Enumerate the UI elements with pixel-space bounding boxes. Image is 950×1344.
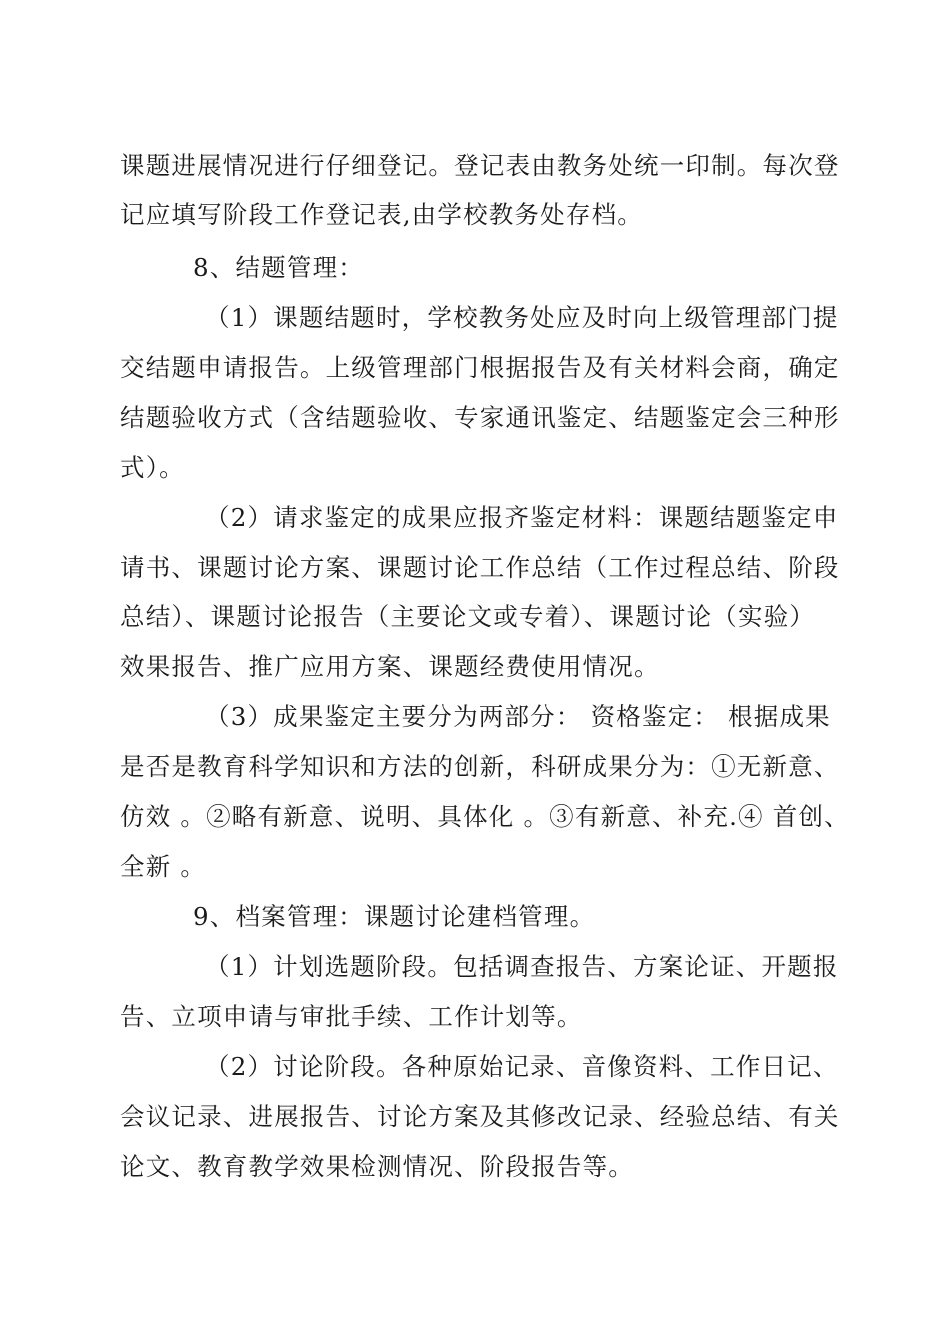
text-line: 请书、课题讨论方案、课题讨论工作总结（工作过程总结、阶段 xyxy=(120,553,840,582)
text-line: 效果报告、推广应用方案、课题经费使用情况。 xyxy=(120,652,660,681)
text-line: 结题验收方式（含结题验收、专家通讯鉴定、结题鉴定会三种形 xyxy=(120,403,840,432)
text-line: 告、立项申请与审批手续、工作计划等。 xyxy=(120,1002,583,1031)
text-line: 交结题申请报告。上级管理部门根据报告及有关材料会商，确定 xyxy=(120,353,840,382)
section-heading: 8、结题管理： xyxy=(193,253,364,282)
text-line: （2）请求鉴定的成果应报齐鉴定材料：课题结题鉴定申 xyxy=(205,503,839,532)
text-line: （1）计划选题阶段。包括调查报告、方案论证、开题报 xyxy=(205,952,839,981)
text-line: 全新 。 xyxy=(120,852,207,881)
text-line: 是否是教育科学知识和方法的创新，科研成果分为：①无新意、 xyxy=(120,752,840,781)
section-heading: 9、档案管理：课题讨论建档管理。 xyxy=(193,902,596,931)
text-line: 记应填写阶段工作登记表,由学校教务处存档。 xyxy=(120,200,643,229)
text-line: 论文、教育教学效果检测情况、阶段报告等。 xyxy=(120,1152,634,1181)
text-line: （3）成果鉴定主要分为两部分： 资格鉴定： 根据成果 xyxy=(205,702,831,731)
text-line: （1）课题结题时，学校教务处应及时向上级管理部门提 xyxy=(205,303,839,332)
text-line: 课题进展情况进行仔细登记。登记表由教务处统一印制。每次登 xyxy=(120,151,840,180)
text-line: 仿效 。②略有新意、说明、具体化 。③有新意、补充.④ 首创、 xyxy=(120,802,850,831)
text-line: （2）讨论阶段。各种原始记录、音像资料、工作日记、 xyxy=(205,1052,839,1081)
text-line: 式）。 xyxy=(120,453,185,482)
text-line: 会议记录、进展报告、讨论方案及其修改记录、经验总结、有关 xyxy=(120,1102,840,1131)
text-line: 总结）、课题讨论报告（主要论文或专着）、课题讨论（实验） xyxy=(120,602,816,631)
